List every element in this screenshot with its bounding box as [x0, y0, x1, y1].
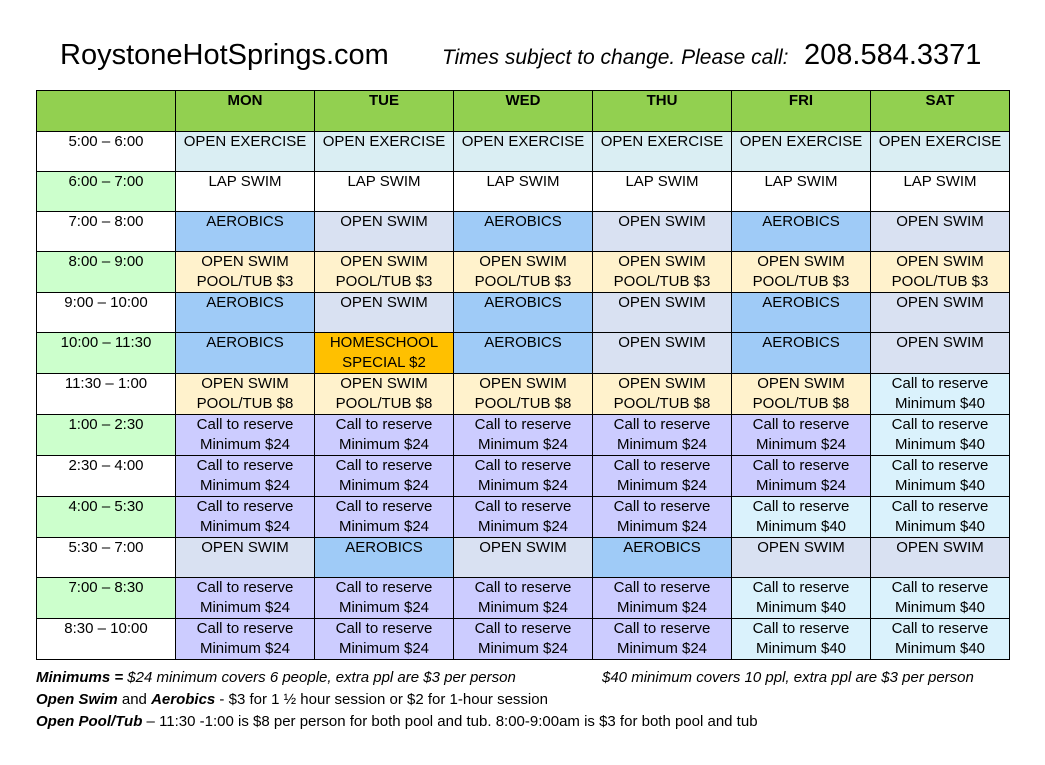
cell-text: Minimum $24: [338, 599, 430, 616]
time-slot: 1:00 – 2:30: [37, 415, 176, 456]
cell-text: Call to reserve: [196, 620, 294, 637]
schedule-cell-open-swim: [871, 212, 1010, 252]
schedule-cell-pool: [732, 252, 871, 293]
schedule-cell-open-exercise: [454, 132, 593, 172]
cell-text: POOL/TUB $8: [613, 395, 711, 412]
cell-text: Minimum $24: [477, 436, 569, 453]
schedule-cell-aerobics: [454, 293, 593, 333]
cell-text: POOL/TUB $3: [474, 273, 572, 290]
cell-text: AEROBICS: [762, 334, 840, 351]
schedule-cell-open-exercise: [871, 132, 1010, 172]
cell-text: Call to reserve: [613, 498, 711, 515]
schedule-cell-reserve24: [315, 415, 454, 456]
cell-text: Minimum $24: [477, 640, 569, 657]
cell-text: Call to reserve: [752, 498, 850, 515]
schedule-row: [37, 578, 1010, 619]
cell-text: LAP SWIM: [764, 173, 838, 190]
schedule-cell-reserve24: [454, 578, 593, 619]
swim-and: and: [117, 691, 152, 708]
cell-text: OPEN EXERCISE: [183, 133, 307, 150]
cell-text: Minimum $24: [616, 640, 708, 657]
cell-text: OPEN SWIM: [757, 375, 845, 392]
minimums-label: Minimums =: [36, 669, 124, 686]
cell-text: Call to reserve: [752, 579, 850, 596]
time-slot: 11:30 – 1:00: [37, 374, 176, 415]
pool-label: Open Pool/Tub: [36, 713, 143, 730]
schedule-cell-open-swim: [315, 212, 454, 252]
schedule-cell-open-swim: [593, 333, 732, 374]
cell-text: OPEN SWIM: [896, 294, 984, 311]
schedule-row: [37, 415, 1010, 456]
cell-text: Minimum $24: [616, 518, 708, 535]
cell-text: OPEN SWIM: [340, 213, 428, 230]
cell-text: POOL/TUB $8: [335, 395, 433, 412]
minimums-note-40: $40 minimum covers 10 ppl, extra ppl are $3 per person: [602, 669, 974, 686]
schedule-cell-open-swim: [732, 538, 871, 578]
cell-text: OPEN EXERCISE: [600, 133, 724, 150]
schedule-row: [37, 456, 1010, 497]
schedule-row: [37, 132, 1010, 172]
cell-text: Minimum $24: [616, 436, 708, 453]
schedule-cell-pool: [176, 374, 315, 415]
cell-text: Call to reserve: [335, 620, 433, 637]
schedule-row: [37, 212, 1010, 252]
swim-note: [36, 689, 548, 711]
cell-text: Minimum $40: [894, 640, 986, 657]
cell-text: Call to reserve: [474, 498, 572, 515]
schedule-cell-open-swim: [593, 212, 732, 252]
schedule-cell-lap: [454, 172, 593, 212]
schedule-cell-aerobics: [732, 333, 871, 374]
schedule-cell-reserve24: [593, 456, 732, 497]
schedule-cell-aerobics: [732, 212, 871, 252]
schedule-cell-open-swim: [176, 538, 315, 578]
cell-text: Call to reserve: [335, 498, 433, 515]
cell-text: LAP SWIM: [486, 173, 560, 190]
schedule-row: [37, 374, 1010, 415]
schedule-row: [37, 497, 1010, 538]
cell-text: Call to reserve: [474, 620, 572, 637]
time-slot: 8:00 – 9:00: [37, 252, 176, 293]
cell-text: AEROBICS: [484, 213, 562, 230]
time-slot: 2:30 – 4:00: [37, 456, 176, 497]
cell-text: OPEN SWIM: [618, 213, 706, 230]
schedule-cell-open-exercise: [732, 132, 871, 172]
schedule-cell-reserve24: [315, 578, 454, 619]
cell-text: AEROBICS: [762, 294, 840, 311]
day-header: TUE: [315, 91, 454, 132]
schedule-cell-pool: [593, 252, 732, 293]
cell-text: Call to reserve: [613, 457, 711, 474]
schedule-body: [37, 132, 1010, 660]
cell-text: SPECIAL $2: [342, 354, 426, 371]
minimums-text: $24 minimum covers 6 people, extra ppl are $3 per person: [123, 669, 516, 686]
cell-text: Call to reserve: [335, 457, 433, 474]
cell-text: AEROBICS: [484, 294, 562, 311]
schedule-cell-reserve24: [593, 497, 732, 538]
cell-text: Call to reserve: [474, 416, 572, 433]
schedule-cell-pool: [315, 252, 454, 293]
cell-text: Call to reserve: [613, 620, 711, 637]
cell-text: POOL/TUB $8: [752, 395, 850, 412]
schedule-cell-reserve24: [732, 456, 871, 497]
cell-text: Minimum $24: [616, 477, 708, 494]
time-slot: 10:00 – 11:30: [37, 333, 176, 374]
cell-text: Call to reserve: [196, 416, 294, 433]
cell-text: Minimum $40: [755, 518, 847, 535]
schedule-cell-reserve24: [454, 619, 593, 660]
cell-text: Minimum $40: [894, 436, 986, 453]
cell-text: Call to reserve: [335, 579, 433, 596]
cell-text: OPEN EXERCISE: [322, 133, 446, 150]
schedule-cell-aerobics: [176, 333, 315, 374]
swim-label: Open Swim: [36, 691, 118, 708]
schedule-cell-reserve40: [732, 578, 871, 619]
time-slot: 5:00 – 6:00: [37, 132, 176, 172]
schedule-cell-pool: [454, 374, 593, 415]
time-column-header: [37, 91, 176, 132]
schedule-cell-reserve24: [176, 619, 315, 660]
cell-text: Minimum $24: [477, 477, 569, 494]
day-header: MON: [176, 91, 315, 132]
cell-text: OPEN SWIM: [201, 375, 289, 392]
cell-text: OPEN EXERCISE: [878, 133, 1002, 150]
cell-text: AEROBICS: [206, 213, 284, 230]
pool-note: [36, 711, 758, 733]
schedule-cell-lap: [871, 172, 1010, 212]
cell-text: LAP SWIM: [208, 173, 282, 190]
swim-text: - $3 for 1 ½ hour session or $2 for 1-hour session: [215, 691, 548, 708]
cell-text: Minimum $24: [477, 599, 569, 616]
cell-text: LAP SWIM: [625, 173, 699, 190]
minimums-note: [36, 667, 516, 689]
time-slot: 7:00 – 8:30: [37, 578, 176, 619]
time-slot: 6:00 – 7:00: [37, 172, 176, 212]
cell-text: OPEN SWIM: [896, 539, 984, 556]
schedule-cell-reserve24: [732, 415, 871, 456]
schedule-cell-reserve24: [176, 456, 315, 497]
cell-text: OPEN SWIM: [618, 294, 706, 311]
schedule-row: [37, 172, 1010, 212]
time-slot: 4:00 – 5:30: [37, 497, 176, 538]
schedule-cell-open-exercise: [176, 132, 315, 172]
cell-text: OPEN SWIM: [479, 539, 567, 556]
day-header: FRI: [732, 91, 871, 132]
cell-text: POOL/TUB $3: [891, 273, 989, 290]
schedule-notice: Times subject to change. Please call:: [442, 46, 789, 69]
cell-text: Call to reserve: [196, 498, 294, 515]
cell-text: Minimum $24: [199, 599, 291, 616]
cell-text: Call to reserve: [752, 620, 850, 637]
schedule-cell-lap: [593, 172, 732, 212]
cell-text: Call to reserve: [891, 416, 989, 433]
schedule-cell-reserve24: [454, 497, 593, 538]
cell-text: POOL/TUB $3: [613, 273, 711, 290]
schedule-cell-pool: [454, 252, 593, 293]
schedule-cell-open-exercise: [315, 132, 454, 172]
cell-text: Minimum $24: [338, 518, 430, 535]
schedule-cell-open-swim: [871, 333, 1010, 374]
cell-text: Call to reserve: [474, 579, 572, 596]
cell-text: Minimum $40: [894, 477, 986, 494]
schedule-cell-pool: [871, 252, 1010, 293]
cell-text: Call to reserve: [891, 375, 989, 392]
cell-text: OPEN SWIM: [618, 334, 706, 351]
cell-text: OPEN SWIM: [479, 253, 567, 270]
cell-text: Minimum $40: [894, 599, 986, 616]
cell-text: Call to reserve: [613, 579, 711, 596]
cell-text: AEROBICS: [345, 539, 423, 556]
cell-text: AEROBICS: [484, 334, 562, 351]
cell-text: OPEN SWIM: [896, 334, 984, 351]
schedule-cell-reserve24: [315, 456, 454, 497]
cell-text: OPEN SWIM: [757, 539, 845, 556]
cell-text: OPEN EXERCISE: [739, 133, 863, 150]
schedule-cell-pool: [732, 374, 871, 415]
cell-text: Minimum $24: [755, 477, 847, 494]
cell-text: OPEN SWIM: [201, 253, 289, 270]
cell-text: AEROBICS: [206, 294, 284, 311]
schedule-header-row: [37, 91, 1010, 132]
cell-text: POOL/TUB $8: [474, 395, 572, 412]
time-slot: 9:00 – 10:00: [37, 293, 176, 333]
cell-text: OPEN SWIM: [479, 375, 567, 392]
cell-text: AEROBICS: [623, 539, 701, 556]
schedule-cell-aerobics: [315, 538, 454, 578]
schedule-cell-reserve24: [454, 456, 593, 497]
schedule-cell-aerobics: [454, 333, 593, 374]
cell-text: POOL/TUB $3: [335, 273, 433, 290]
schedule-cell-reserve40: [871, 578, 1010, 619]
schedule-cell-reserve24: [593, 415, 732, 456]
cell-text: Call to reserve: [891, 457, 989, 474]
time-slot: 8:30 – 10:00: [37, 619, 176, 660]
schedule-cell-reserve24: [315, 619, 454, 660]
cell-text: OPEN SWIM: [340, 253, 428, 270]
schedule-cell-lap: [176, 172, 315, 212]
schedule-cell-aerobics: [176, 212, 315, 252]
cell-text: OPEN SWIM: [757, 253, 845, 270]
schedule-cell-reserve24: [315, 497, 454, 538]
phone-number[interactable]: 208.584.3371: [804, 39, 982, 71]
day-header: THU: [593, 91, 732, 132]
cell-text: Minimum $24: [338, 640, 430, 657]
cell-text: Minimum $24: [199, 436, 291, 453]
time-slot: 5:30 – 7:00: [37, 538, 176, 578]
time-slot: 7:00 – 8:00: [37, 212, 176, 252]
schedule-cell-open-swim: [315, 293, 454, 333]
schedule-cell-open-swim: [454, 538, 593, 578]
schedule-cell-reserve24: [176, 578, 315, 619]
cell-text: Minimum $24: [199, 518, 291, 535]
cell-text: Minimum $40: [755, 599, 847, 616]
schedule-cell-reserve40: [732, 497, 871, 538]
cell-text: Call to reserve: [613, 416, 711, 433]
cell-text: Minimum $24: [338, 436, 430, 453]
cell-text: Call to reserve: [196, 457, 294, 474]
cell-text: Call to reserve: [196, 579, 294, 596]
schedule-cell-pool: [315, 374, 454, 415]
schedule-cell-pool: [593, 374, 732, 415]
schedule-cell-reserve24: [176, 415, 315, 456]
schedule-row: [37, 252, 1010, 293]
cell-text: Minimum $24: [616, 599, 708, 616]
schedule-cell-lap: [315, 172, 454, 212]
cell-text: POOL/TUB $8: [196, 395, 294, 412]
cell-text: OPEN EXERCISE: [461, 133, 585, 150]
cell-text: LAP SWIM: [903, 173, 977, 190]
schedule-cell-open-swim: [871, 538, 1010, 578]
cell-text: HOMESCHOOL: [329, 334, 439, 351]
schedule-row: [37, 538, 1010, 578]
schedule-cell-aerobics: [454, 212, 593, 252]
schedule-cell-lap: [732, 172, 871, 212]
cell-text: OPEN SWIM: [340, 294, 428, 311]
cell-text: Call to reserve: [752, 416, 850, 433]
cell-text: Minimum $24: [755, 436, 847, 453]
schedule-cell-pool: [176, 252, 315, 293]
schedule-cell-aerobics: [176, 293, 315, 333]
day-header: SAT: [871, 91, 1010, 132]
cell-text: Minimum $40: [894, 395, 986, 412]
schedule-row: [37, 619, 1010, 660]
schedule-cell-open-exercise: [593, 132, 732, 172]
cell-text: Minimum $40: [894, 518, 986, 535]
cell-text: Call to reserve: [335, 416, 433, 433]
cell-text: Call to reserve: [891, 498, 989, 515]
schedule-cell-reserve40: [871, 415, 1010, 456]
cell-text: Call to reserve: [474, 457, 572, 474]
schedule-cell-reserve40: [732, 619, 871, 660]
day-header: WED: [454, 91, 593, 132]
site-name[interactable]: RoystoneHotSprings.com: [60, 39, 389, 71]
schedule-cell-reserve24: [454, 415, 593, 456]
cell-text: Minimum $24: [199, 477, 291, 494]
cell-text: Minimum $24: [338, 477, 430, 494]
schedule-cell-reserve40: [871, 619, 1010, 660]
schedule-cell-open-swim: [871, 293, 1010, 333]
page-header: [0, 0, 1045, 90]
schedule-cell-reserve40: [871, 497, 1010, 538]
cell-text: OPEN SWIM: [340, 375, 428, 392]
cell-text: AEROBICS: [762, 213, 840, 230]
schedule-cell-reserve24: [593, 578, 732, 619]
cell-text: OPEN SWIM: [201, 539, 289, 556]
schedule-row: [37, 333, 1010, 374]
cell-text: Call to reserve: [891, 620, 989, 637]
cell-text: OPEN SWIM: [618, 253, 706, 270]
cell-text: POOL/TUB $3: [196, 273, 294, 290]
cell-text: POOL/TUB $3: [752, 273, 850, 290]
schedule-cell-reserve40: [871, 374, 1010, 415]
cell-text: Minimum $24: [477, 518, 569, 535]
cell-text: AEROBICS: [206, 334, 284, 351]
cell-text: LAP SWIM: [347, 173, 421, 190]
schedule-cell-aerobics: [593, 538, 732, 578]
schedule-table: [36, 90, 1010, 660]
schedule-cell-open-swim: [593, 293, 732, 333]
schedule-cell-aerobics: [732, 293, 871, 333]
aerobics-label: Aerobics: [151, 691, 216, 708]
schedule-cell-home: [315, 333, 454, 374]
schedule-cell-reserve40: [871, 456, 1010, 497]
cell-text: Call to reserve: [891, 579, 989, 596]
schedule-cell-reserve24: [176, 497, 315, 538]
cell-text: OPEN SWIM: [618, 375, 706, 392]
cell-text: Minimum $24: [199, 640, 291, 657]
cell-text: Minimum $40: [755, 640, 847, 657]
schedule-cell-reserve24: [593, 619, 732, 660]
cell-text: OPEN SWIM: [896, 213, 984, 230]
schedule-row: [37, 293, 1010, 333]
pool-text: – 11:30 -1:00 is $8 per person for both pool and tub. 8:00-9:00am is $3 for both pool and tub: [142, 713, 758, 730]
cell-text: OPEN SWIM: [896, 253, 984, 270]
cell-text: Call to reserve: [752, 457, 850, 474]
